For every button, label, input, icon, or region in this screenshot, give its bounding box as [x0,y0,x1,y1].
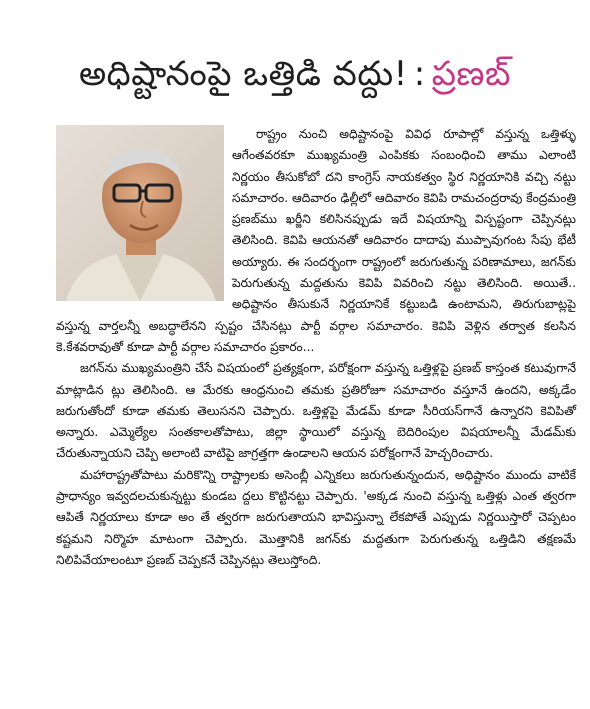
article-body [56,124,576,571]
photo-spacer [56,124,232,311]
article-paragraph: జగన్‌ను ముఖ్యమంత్రిని చేసే విషయంలో ప్రత్యక్షంగా, పరోక్షంగా వస్తున్న ఒత్తిళ్లపై ప్రణబ్ కాస్తంత కటువుగానే మాట్లాడిన ట్లు తెలిసింది. ఆ మేరకు ఆంధ్రనుంచి తమకు ప్రతిరోజూ సమాచారం వస్తూనే ఉందని, అక్కడేం జరుగుతోందో కూడా తమకు తెలుసనని చెప్పారు. ఒత్తిళ్లపై మేడమ్ కూడా సీరియస్‌గానే ఉన్నారని కెవిపితో అన్నారు. ఎమ్మెల్యేల సంతకాలతోపాటు, జిల్లా స్థాయిలో వస్తున్న బెదిరింపుల విషయాలన్నీ మేడమ్‌కు చేరుతున్నాయని చెప్పి అలాంటి వాటిపై జాగ్రత్తగా ఉండాలని ఆయన పరోక్షంగానే హెచ్చరించారు. [56,361,576,461]
headline [0,48,590,100]
article-paragraph: రాష్ట్రం నుంచి అధిష్టానంపై వివిధ రూపాల్లో వస్తున్న ఒత్తిళ్ళు ఆగేంతవరకూ ముఖ్యమంత్రి ఎంపికకు సంబంధించి తాము ఎలాంటి నిర్ణయం తీసుకోబో దని కాంగ్రెస్ నాయకత్వం స్థిర నిర్ణయానికి వచ్చి నట్టు సమాచారం. ఆదివారం ఢిల్లీలో ఆదివారం కెవిపి రామచంద్రరావు కేంద్రమంత్రి ప్రణబ్‌ము ఖర్జీని కలిసినప్పుడు ఇదే విషయాన్ని విస్పష్టంగా చెప్పినట్లు తెలిసింది. కెవిపి ఆయనతో ఆదివారం దాదాపు ముప్పావుగంట సేపు భేటీ అయ్యారు. ఈ సందర్భంగా రాష్ట్రంలో జరుగుతున్న పరిణామాలు, జగన్‌కు పెరుగుతున్న మద్దతును కెవిపి వివరించి నట్టు తెలిసింది. అయితే.. అధిష్టానం తీసుకునే నిర్ణయానికే కట్టుబడి ఉంటామని, తిరుగుబాట్లపై వస్తున్న వార్తలన్నీ అబద్ధాలేనని స్పష్టం చేసినట్లు పార్టీ వర్గాల సమాచారం. కెవిపి వెళ్లిన తర్వాత కలసిన కె.కేశవరావుతో కూడా పార్టీ వర్గాల సమాచారం ప్రకారం... [56,127,576,354]
article-paragraph: మహారాష్ట్రతోపాటు మరికొన్ని రాష్ట్రాలకు అసెంబ్లీ ఎన్నికలు జరుగుతున్నందున, అధిష్టానం ముందు వాటికే ప్రాధాన్యం ఇవ్వదలచుకున్నట్టు కుండబ ద్దలు కొట్టినట్టు చెప్పారు. 'అక్కడ నుంచి వస్తున్న ఒత్తిళ్లు ఎంత త్వరగా ఆపితే నిర్ణయాలు కూడా అం తే త్వరగా జరుగుతాయని భావిస్తున్నా లేకపోతే ఎప్పుడు నిర్ణయిస్తారో చెప్పటం కష్టమని నిర్మొహ మాటంగా చెప్పారు. మొత్తానికి జగన్‌కు మద్దతుగా పెరుగుతున్న ఒత్తిడిని తక్షణమే నిలిపివేయాలంటూ ప్రణబ్ చెప్పకనే చెప్పినట్లు తెలుస్తోంది. [56,467,576,567]
headline-name: ప్రణబ్ [431,54,511,94]
headline-separator: : [413,54,426,94]
headline-main: అధిష్టానంపై ఒత్తిడి వద్దు! [78,54,408,94]
